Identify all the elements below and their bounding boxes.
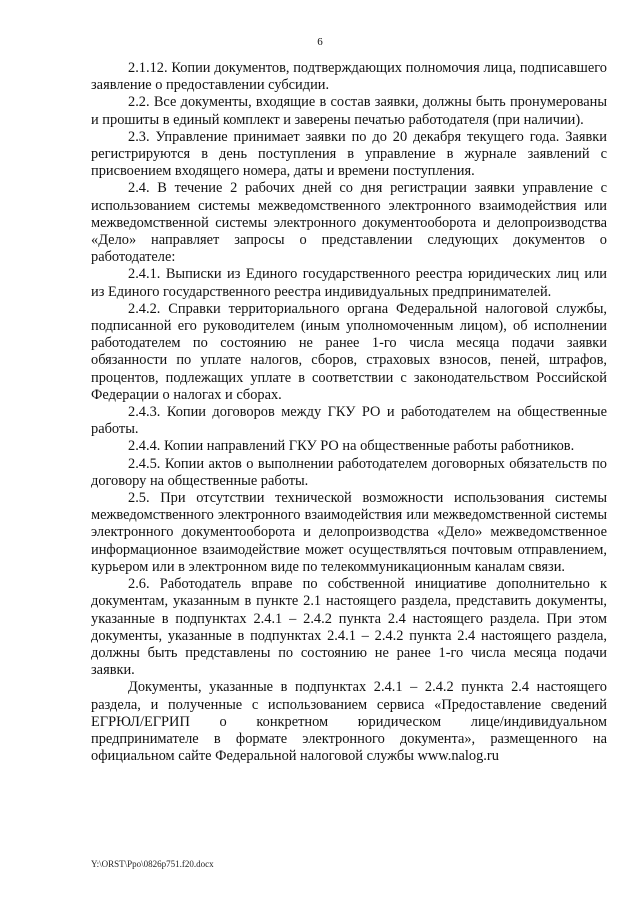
paragraph-2-4-4: 2.4.4. Копии направлений ГКУ РО на общественные работы работников. — [128, 438, 575, 455]
paragraph-2-2: 2.2. Все документы, входящие в состав заявки, должны быть пронумерованы и прошиты в единый комплект и заверены печатью работодателя (при наличии). — [91, 94, 607, 128]
paragraph-2-4-3: 2.4.3. Копии договоров между ГКУ РО и работодателем на общественные работы. — [91, 404, 607, 438]
page-number: 6 — [317, 36, 323, 48]
paragraph-2-4: 2.4. В течение 2 рабочих дней со дня регистрации заявки управление с использованием системы межведомственного электронного взаимодействия или межведомственной системы электронного документооборота и делопроизводства «Дело» направляет запросы о представлении следующих документов о работодателе: — [91, 180, 607, 266]
paragraph-2-4-2: 2.4.2. Справки территориального органа Федеральной налоговой службы, подписанной его руководителем (иным уполномоченным лицом), об исполнении работодателем по состоянию не ранее 1-го числа месяца подачи заявки обязанности по уплате налогов, сборов, страховых взносов, пеней, штрафов, процентов, подлежащих уплате в соответствии с законодательством Российской Федерации о налогах и сборах. — [91, 300, 607, 403]
paragraph-2-6: 2.6. Работодатель вправе по собственной инициативе дополнительно к документам, указанным в пункте 2.1 настоящего раздела, представить документы, указанные в подпунктах 2.4.1 – 2.4.2 пункта 2.4 настоящего раздела. При этом документы, указанные в подпунктах 2.4.1 – 2.4.2 пункта 2.4 настоящего раздела, должны быть представлены по состоянию не ранее 1-го числа месяца подачи заявки. — [91, 576, 607, 679]
paragraph-documents-note: Документы, указанные в подпунктах 2.4.1 – 2.4.2 пункта 2.4 настоящего раздела, и полученные с использованием сервиса «Предоставление сведений ЕГРЮЛ/ЕГРИП о конкретном юридическом лице/индивидуальном предпринимателе в формате электронного документа», размещенного на официальном сайте Федеральной налоговой службы www.nalog.ru — [91, 679, 607, 765]
paragraph-2-5: 2.5. При отсутствии технической возможности использования системы межведомственного электронного взаимодействия или межведомственной системы электронного документооборота и делопроизводства «Дело» межведомственное информационное взаимодействие может осуществляться почтовым отправлением, курьером или в электронном виде по телекоммуникационным каналам связи. — [91, 490, 607, 575]
paragraph-2-4-5: 2.4.5. Копии актов о выполнении работодателем договорных обязательств по договору на общественные работы. — [91, 455, 607, 489]
document-body — [91, 60, 607, 765]
paragraph-2-1-12: 2.1.12. Копии документов, подтверждающих полномочия лица, подписавшего заявление о предоставлении субсидии. — [91, 60, 607, 94]
paragraph-2-4-1: 2.4.1. Выписки из Единого государственного реестра юридических лиц или из Единого государственного реестра индивидуальных предпринимателей. — [91, 266, 607, 300]
footer-file-path: Y:\ORST\Ppo\0826p751.f20.docx — [91, 859, 214, 869]
paragraph-2-3: 2.3. Управление принимает заявки по до 20 декабря текущего года. Заявки регистрируются в день поступления в управление в журнале заявлений с присвоением входящего номера, даты и времени поступления. — [91, 128, 607, 180]
